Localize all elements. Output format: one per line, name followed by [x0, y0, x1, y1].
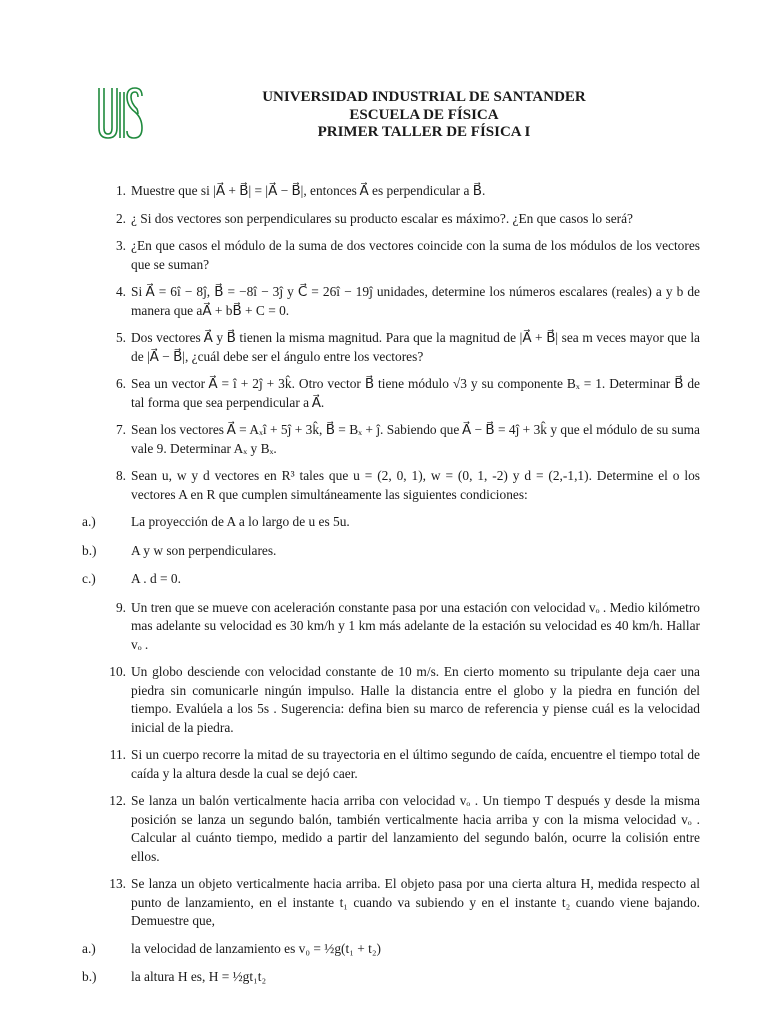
- problem-7: 7. Sean los vectores A⃗ = Aₓî + 5ĵ + 3k̂, B⃗ = Bₓ + ĵ. Sabiendo que A⃗ − B⃗ = 4ĵ + 3k̂ y que el módulo de su suma vale 9. Determinar Aₓ y Bₓ.: [115, 422, 700, 456]
- problem-text: Si un cuerpo recorre la mitad de su trayectoria en el último segundo de caída, encuentre el tiempo total de caída y la altura desde la cual se dejó caer.: [131, 747, 700, 781]
- problem-text: Se lanza un balón verticalmente hacia arriba con velocidad vₒ . Un tiempo T después y desde la misma posición se lanza un segundo balón, también verticalmente hacia arriba y con la misma velocidad vₒ . Calcular al cuánto tiempo, medido a partir del lanzamiento del segundo balón, ocurre la colisión entre ellos.: [131, 793, 700, 864]
- problem-text: Sea un vector A⃗ = î + 2ĵ + 3k̂. Otro vector B⃗ tiene módulo √3 y su componente Bₓ = 1. Determinar B⃗ de tal forma que sea perpendicular a A⃗.: [131, 376, 700, 410]
- problem-6: 6. Sea un vector A⃗ = î + 2ĵ + 3k̂. Otro vector B⃗ tiene módulo √3 y su componente Bₓ = 1. Determinar B⃗ de tal forma que sea perpendicular a A⃗.: [115, 376, 700, 410]
- school-name: ESCUELA DE FÍSICA: [349, 106, 499, 123]
- problem-12: 12. Se lanza un balón verticalmente hacia arriba con velocidad vₒ . Un tiempo T después y desde la misma posición se lanza un segundo balón, también verticalmente hacia arriba y con la misma velocidad vₒ . Calcular al cuánto tiempo, medido a partir del lanzamiento del segundo balón, ocurre la colisión entre ellos.: [109, 793, 700, 864]
- problem-2: 2. ¿ Si dos vectores son perpendiculares su producto escalar es máximo?. ¿En que casos lo será?: [115, 210, 633, 226]
- problem-text: Se lanza un objeto verticalmente hacia arriba. El objeto pasa por una cierta altura H, medida respecto al punto de lanzamiento, en el instante t₁ cuando va subiendo y en el instante t₂ cuando viene bajando. Demuestre que,: [131, 876, 700, 928]
- problem-text: La proyección de A a lo largo de u es 5u.: [131, 514, 350, 529]
- problem-11: 11. Si un cuerpo recorre la mitad de su trayectoria en el último segundo de caída, encuentre el tiempo total de caída y la altura desde la cual se dejó caer.: [109, 747, 700, 781]
- document-header: [160, 89, 688, 142]
- problem-text: Muestre que si |A⃗ + B⃗| = |A⃗ − B⃗|, entonces A⃗ es perpendicular a B⃗.: [131, 183, 486, 198]
- problem-8: 8. Sean u, w y d vectores en R³ tales que u = (2, 0, 1), w = (0, 1, -2) y d = (2,-1,1). Determine el o los vectores A en R que cumplen simultáneamente las siguientes condiciones:: [115, 468, 700, 502]
- problem-8b: b.) A y w son perpendiculares.: [82, 542, 277, 558]
- problem-text: Un tren que se mueve con aceleración constante pasa por una estación con velocidad vₒ . Medio kilómetro mas adelante su velocidad es 30 km/h y 1 km más adelante de la estación su velocidad es 40 km/h. Hallar vₒ .: [131, 599, 700, 652]
- problem-text: A y w son perpendiculares.: [131, 542, 277, 558]
- problem-1: 1. Muestre que si |A⃗ + B⃗| = |A⃗ − B⃗|, entonces A⃗ es perpendicular a B⃗.: [115, 183, 486, 198]
- problem-9: 9. Un tren que se mueve con aceleración constante pasa por una estación con velocidad vₒ . Medio kilómetro mas adelante su velocidad es 30 km/h y 1 km más adelante de la estación su velocidad es 40 km/h. Hallar vₒ .: [115, 599, 700, 652]
- problem-text: Sean u, w y d vectores en R³ tales que u = (2, 0, 1), w = (0, 1, -2) y d = (2,-1,1). Determine el o los vectores A en R que cumplen simultáneamente las siguientes condiciones:: [131, 468, 700, 502]
- problem-10: 10. Un globo desciende con velocidad constante de 10 m/s. En cierto momento su tripulante deja caer una piedra sin comunicarle ningún impulso. Halle la distancia entre el globo y la piedra en función del tiempo. Evalúela a los 5s . Sugerencia: defina bien su marco de referencia y piense cuál es la velocidad inicial de la piedra.: [109, 664, 700, 735]
- problem-13a: a.) la velocidad de lanzamiento es v₀ = ½g(t₁ + t₂): [82, 940, 381, 956]
- problem-13: 13. Se lanza un objeto verticalmente hacia arriba. El objeto pasa por una cierta altura H, medida respecto al punto de lanzamiento, en el instante t₁ cuando va subiendo y en el instante t₂ cuando viene bajando. Demuestre que,: [109, 876, 700, 928]
- problem-5: 5. Dos vectores A⃗ y B⃗ tienen la misma magnitud. Para que la magnitud de |A⃗ + B⃗| sea m veces mayor que la de |A⃗ − B⃗|, ¿cuál debe ser el ángulo entre los vectores?: [115, 330, 700, 364]
- university-name: UNIVERSIDAD INDUSTRIAL DE SANTANDER: [262, 89, 586, 105]
- problem-4: 4. Si A⃗ = 6î − 8ĵ, B⃗ = −8î − 3ĵ y C⃗ = 26î − 19ĵ unidades, determine los números escalares (reales) a y b de manera que aA⃗ + bB⃗ + C = 0.: [115, 284, 700, 318]
- problem-text: la velocidad de lanzamiento es v₀ = ½g(t₁ + t₂): [131, 940, 381, 956]
- problem-text: la altura H es, H = ½gt₁t₂: [131, 969, 267, 984]
- document-title: PRIMER TALLER DE FÍSICA I: [317, 124, 531, 140]
- problem-text: Un globo desciende con velocidad constante de 10 m/s. En cierto momento su tripulante deja caer una piedra sin comunicarle ningún impulso. Halle la distancia entre el globo y la piedra en función del tiempo. Evalúela a los 5s . Sugerencia: defina bien su marco de referencia y piense cuál es la velocidad inicial de la piedra.: [131, 664, 700, 735]
- problem-text: Si A⃗ = 6î − 8ĵ, B⃗ = −8î − 3ĵ y C⃗ = 26î − 19ĵ unidades, determine los números escalares (reales) a y b de manera que aA⃗ + bB⃗ + C = 0.: [131, 284, 700, 318]
- problem-3: 3. ¿En que casos el módulo de la suma de dos vectores coincide con la suma de los módulos de los vectores que se suman?: [115, 238, 700, 272]
- problem-8c: c.) A . d = 0.: [82, 571, 181, 586]
- problem-list: [82, 182, 700, 997]
- problem-13b: b.) la altura H es, H = ½gt₁t₂: [82, 969, 267, 984]
- problem-text: Dos vectores A⃗ y B⃗ tienen la misma magnitud. Para que la magnitud de |A⃗ + B⃗| sea m veces mayor que la de |A⃗ − B⃗|, ¿cuál debe ser el ángulo entre los vectores?: [131, 330, 700, 364]
- uis-logo-icon: [96, 84, 144, 142]
- problem-text: ¿En que casos el módulo de la suma de dos vectores coincide con la suma de los módulos de los vectores que se suman?: [131, 238, 700, 272]
- problem-text: ¿ Si dos vectores son perpendiculares su producto escalar es máximo?. ¿En que casos lo será?: [131, 210, 633, 226]
- problem-8a: a.) La proyección de A a lo largo de u es 5u.: [82, 514, 350, 529]
- problem-text: Sean los vectores A⃗ = Aₓî + 5ĵ + 3k̂, B⃗ = Bₓ + ĵ. Sabiendo que A⃗ − B⃗ = 4ĵ + 3k̂ y que el módulo de su suma vale 9. Determinar Aₓ y Bₓ.: [131, 422, 700, 456]
- problem-text: A . d = 0.: [131, 571, 181, 586]
